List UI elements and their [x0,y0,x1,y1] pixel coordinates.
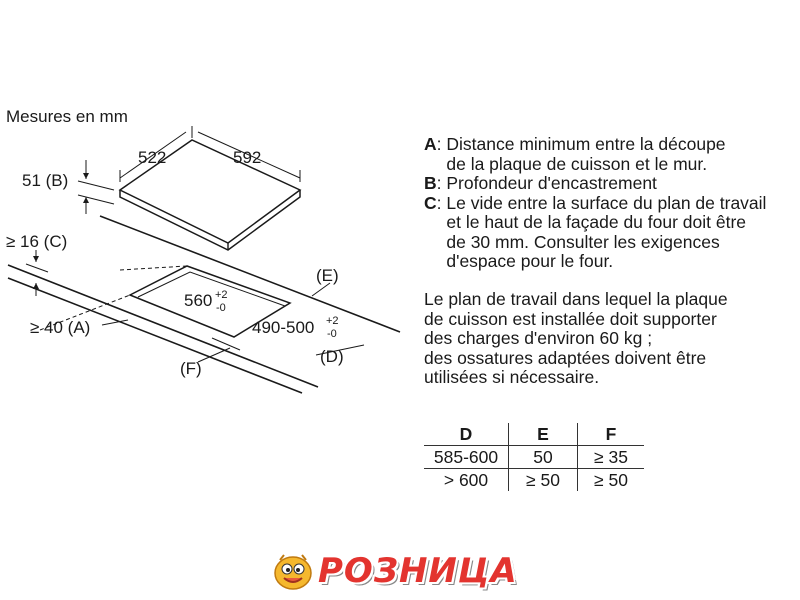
store-logo [270,548,530,596]
dim-depth: 592 [233,148,262,167]
legend-line: de la plaque de cuisson et le mur. [446,153,708,174]
legend-key: A [424,134,437,154]
table-row [424,469,644,492]
note-line: Le plan de travail dans lequel la plaque [424,289,728,309]
legend-item-b: B : Profondeur d'encastrement [424,174,800,194]
note-line: des charges d'environ 60 kg ; [424,328,653,348]
table-header: E [509,423,578,446]
cutout-width-tol-plus: +2 [215,289,228,301]
label-f: (F) [180,359,202,378]
unit-label: Mesures en mm [6,107,128,126]
note-line: utilisées si nécessaire. [424,367,600,387]
smiling-sun-mascot-icon [272,552,314,592]
legend-item-a: A : Distance minimum entre la découpe de la plaque de cuisson et le mur. [424,135,800,174]
table-header: F [578,423,645,446]
label-a: ≥ 40 (A) [30,318,91,337]
dim-width: 522 [138,148,167,167]
load-note [424,290,794,388]
legend [424,135,800,272]
dimension-table [424,423,644,491]
table-header-row [424,423,644,446]
cutout-width-main: 560 [184,291,213,310]
legend-line: et le haut de la façade du four doit être [446,212,747,232]
cutout-depth-tol-plus: +2 [326,315,339,327]
label-e: (E) [316,266,339,285]
label-d: (D) [320,347,344,366]
table-cell: ≥ 50 [594,469,628,490]
legend-line: Profondeur d'encastrement [446,173,657,193]
logo-text: РОЗНИЦА [318,551,518,591]
table-cell: ≥ 35 [578,446,645,469]
table-cell: 585-600 [424,446,509,469]
legend-key: C [424,192,437,213]
legend-line: Distance minimum entre la découpe [446,134,726,154]
legend-line: d'espace pour le four. [446,251,614,271]
table-header: D [424,423,509,446]
legend-line: Le vide entre la surface du plan de travail [446,192,767,213]
legend-key: B [424,173,437,193]
table-cell: 50 [509,446,578,469]
label-c: ≥ 16 (C) [6,232,68,251]
installation-diagram [0,0,420,420]
table-cell: ≥ 50 [509,469,578,492]
table-cell: > 600 [424,469,509,492]
note-line: des ossatures adaptées doivent être [424,347,707,368]
cutout-depth-main: 490-500 [252,318,315,337]
cutout-width-tol-minus: -0 [216,302,226,314]
table-row [424,446,644,469]
label-b: 51 (B) [22,171,69,190]
cutout-depth-tol-minus: -0 [327,328,337,340]
legend-item-c: C : Le vide entre la surface du plan de travail et le haut de la façade du four doit être de 30 mm. Consulter les exigences d'espace pour le four. [424,194,800,272]
legend-line: de 30 mm. Consulter les exigences [446,231,720,252]
note-line: de cuisson est installée doit supporter [424,308,717,329]
